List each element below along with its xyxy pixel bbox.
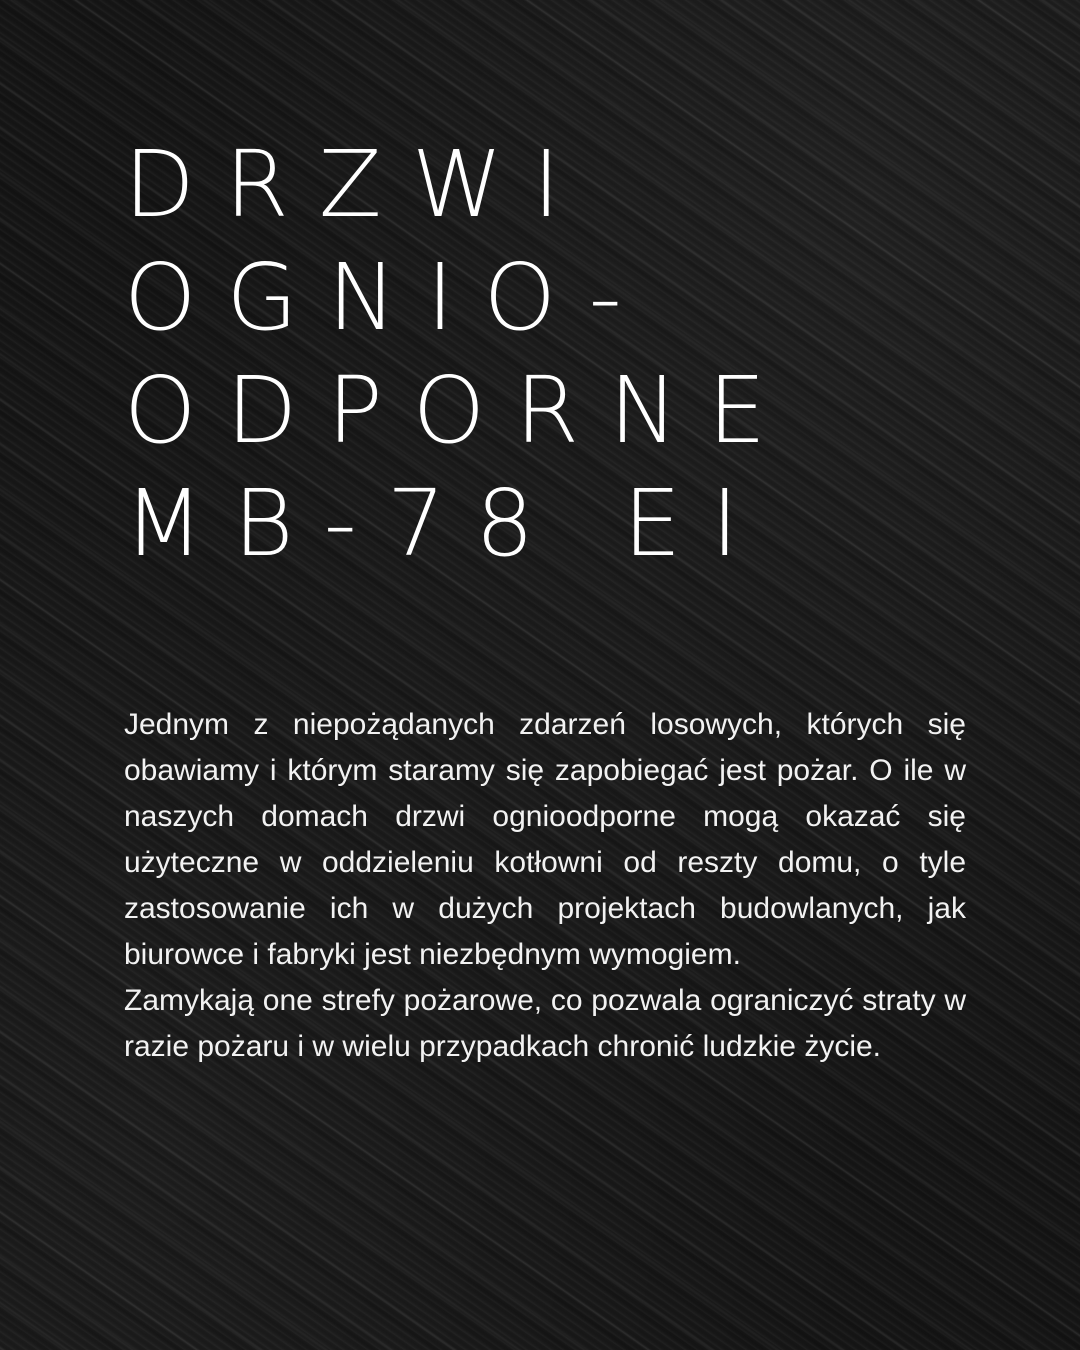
description-paragraph-2: Zamykają one strefy pożarowe, co pozwala ograniczyć straty w razie pożaru i w wielu przypadkach chronić ludzkie życie. bbox=[124, 984, 966, 1063]
title-line-4: MB-78 EI bbox=[124, 470, 769, 577]
poster-title bbox=[124, 128, 796, 580]
description-text bbox=[124, 702, 966, 1070]
description-paragraph-1: Jednym z niepożądanych zdarzeń losowych, których się obawiamy i którym staramy się zapobiegać jest pożar. O ile w naszych domach drzwi ognioodporne mogą okazać się użyteczne w oddzieleniu kotłowni od reszty domu, o tyle zastosowanie ich w dużych projektach budowlanych, jak biurowce i fabryki jest niezbędnym wymogiem. bbox=[124, 708, 966, 971]
title-line-2: OGNIO- bbox=[124, 244, 652, 351]
title-line-1: DRZWI bbox=[124, 131, 590, 238]
title-line-3: ODPORNE bbox=[124, 357, 797, 464]
